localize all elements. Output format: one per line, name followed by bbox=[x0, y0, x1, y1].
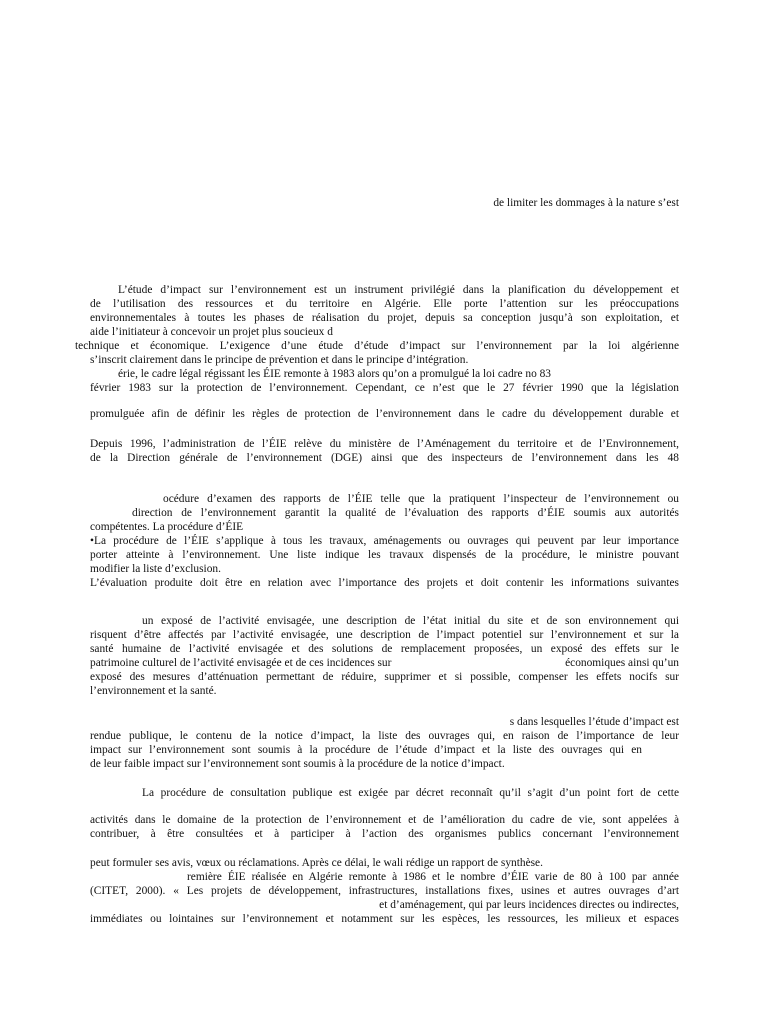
text-line: L’étude d’impact sur l’environnement est un instrument privilégié dans la planification du développement et bbox=[118, 284, 679, 296]
text-line: de la Direction générale de l’environnement (DGE) ainsi que des inspecteurs de l’environnement dans les 48 bbox=[90, 452, 679, 464]
text-line: un exposé de l’activité envisagée, une description de l’état initial du site et de son environnement qui bbox=[142, 615, 679, 627]
text-line: promulguée afin de définir les règles de protection de l’environnement dans le cadre du développement durable et bbox=[90, 408, 679, 420]
text-line: aide l’initiateur à concevoir un projet plus soucieux d bbox=[90, 326, 333, 338]
text-line: porter atteinte à l’environnement. Une liste indique les travaux dispensés de la procédure, le ministre pouvant bbox=[90, 549, 679, 561]
text-line: La procédure de consultation publique est exigée par décret reconnaît qu’il s’agit d’un point fort de cette bbox=[142, 787, 679, 799]
text-line: immédiates ou lointaines sur l’environnement et notamment sur les espèces, les ressources, les milieux et espaces bbox=[90, 913, 679, 925]
text-line: et d’aménagement, qui par leurs incidences directes ou indirectes, bbox=[379, 899, 679, 911]
text-line: de l’utilisation des ressources et du territoire en Algérie. Elle porte l’attention sur les préoccupations bbox=[90, 298, 679, 310]
text-line: patrimoine culturel de l’activité envisagée et de ces incidences sur bbox=[90, 657, 392, 669]
text-fragment: de limiter les dommages à la nature s’est bbox=[493, 197, 679, 209]
text-line: impact sur l’environnement sont soumis à la procédure de l’étude d’impact et la liste des ouvrages qui en bbox=[90, 744, 642, 756]
text-line: santé humaine de l’activité envisagée et des solutions de remplacement proposées, un exposé des effets sur le bbox=[90, 643, 679, 655]
text-line: s dans lesquelles l’étude d’impact est bbox=[509, 716, 679, 728]
text-line: technique et économique. L’exigence d’une étude d’étude d’impact sur l’environnement par la loi algérienne bbox=[75, 340, 679, 352]
text-line: de leur faible impact sur l’environnement sont soumis à la procédure de la notice d’impact. bbox=[90, 758, 505, 770]
text-line: océdure d’examen des rapports de l’ÉIE telle que la pratiquent l’inspecteur de l’environnement ou bbox=[163, 493, 679, 505]
text-line: remière ÉIE réalisée en Algérie remonte à 1986 et le nombre d’ÉIE varie de 80 à 100 par année bbox=[187, 871, 679, 883]
text-line: érie, le cadre légal régissant les ÉIE remonte à 1983 alors qu’on a promulgué la loi cadre no 83 bbox=[118, 368, 551, 380]
text-line: (CITET, 2000). « Les projets de développement, infrastructures, installations fixes, usines et autres ouvrages d’art bbox=[90, 885, 679, 897]
text-line: Depuis 1996, l’administration de l’ÉIE relève du ministère de l’Aménagement du territoire et de l’Environnement, bbox=[90, 438, 679, 450]
text-line: rendue publique, le contenu de la notice d’impact, la liste des ouvrages qui, en raison de l’importance de leur bbox=[90, 730, 679, 742]
text-line: économiques ainsi qu’un bbox=[565, 657, 679, 669]
text-line: activités dans le domaine de la protection de l’environnement et de l’amélioration du cadre de vie, sont appelées à bbox=[90, 814, 679, 826]
text-line: modifier la liste d’exclusion. bbox=[90, 563, 221, 575]
text-line: environnementales à toutes les phases de réalisation du projet, depuis sa conception jusqu’à son exploitation, et bbox=[90, 312, 679, 324]
text-line: risquent d’être affectés par l’activité envisagée, une description de l’impact potentiel sur l’environnement et sur la bbox=[90, 629, 679, 641]
text-line: L’évaluation produite doit être en relation avec l’importance des projets et doit contenir les informations suivantes bbox=[90, 577, 679, 589]
text-line: peut formuler ses avis, vœux ou réclamations. Après ce délai, le wali rédige un rapport de synthèse. bbox=[90, 857, 543, 869]
text-line: s’inscrit clairement dans le principe de prévention et dans le principe d’intégration. bbox=[90, 354, 469, 366]
text-line: compétentes. La procédure d’ÉIE bbox=[90, 521, 244, 533]
text-line: février 1983 sur la protection de l’environnement. Cependant, ce n’est que le 27 février 1990 que la législation bbox=[90, 382, 679, 394]
text-line: direction de l’environnement garantit la qualité de l’évaluation des rapports d’ÉIE soumis aux autorités bbox=[132, 507, 679, 519]
text-line: l’environnement et la santé. bbox=[90, 685, 217, 697]
text-line: exposé des mesures d’atténuation permettant de réduire, supprimer et si possible, compenser les effets nocifs sur bbox=[90, 671, 679, 683]
text-line: contribuer, à être consultées et à participer à l’action des organismes publics concernant l’environnement bbox=[90, 828, 679, 840]
text-line: •La procédure de l’ÉIE s’applique à tous les travaux, aménagements ou ouvrages qui peuvent par leur importance bbox=[90, 535, 679, 547]
